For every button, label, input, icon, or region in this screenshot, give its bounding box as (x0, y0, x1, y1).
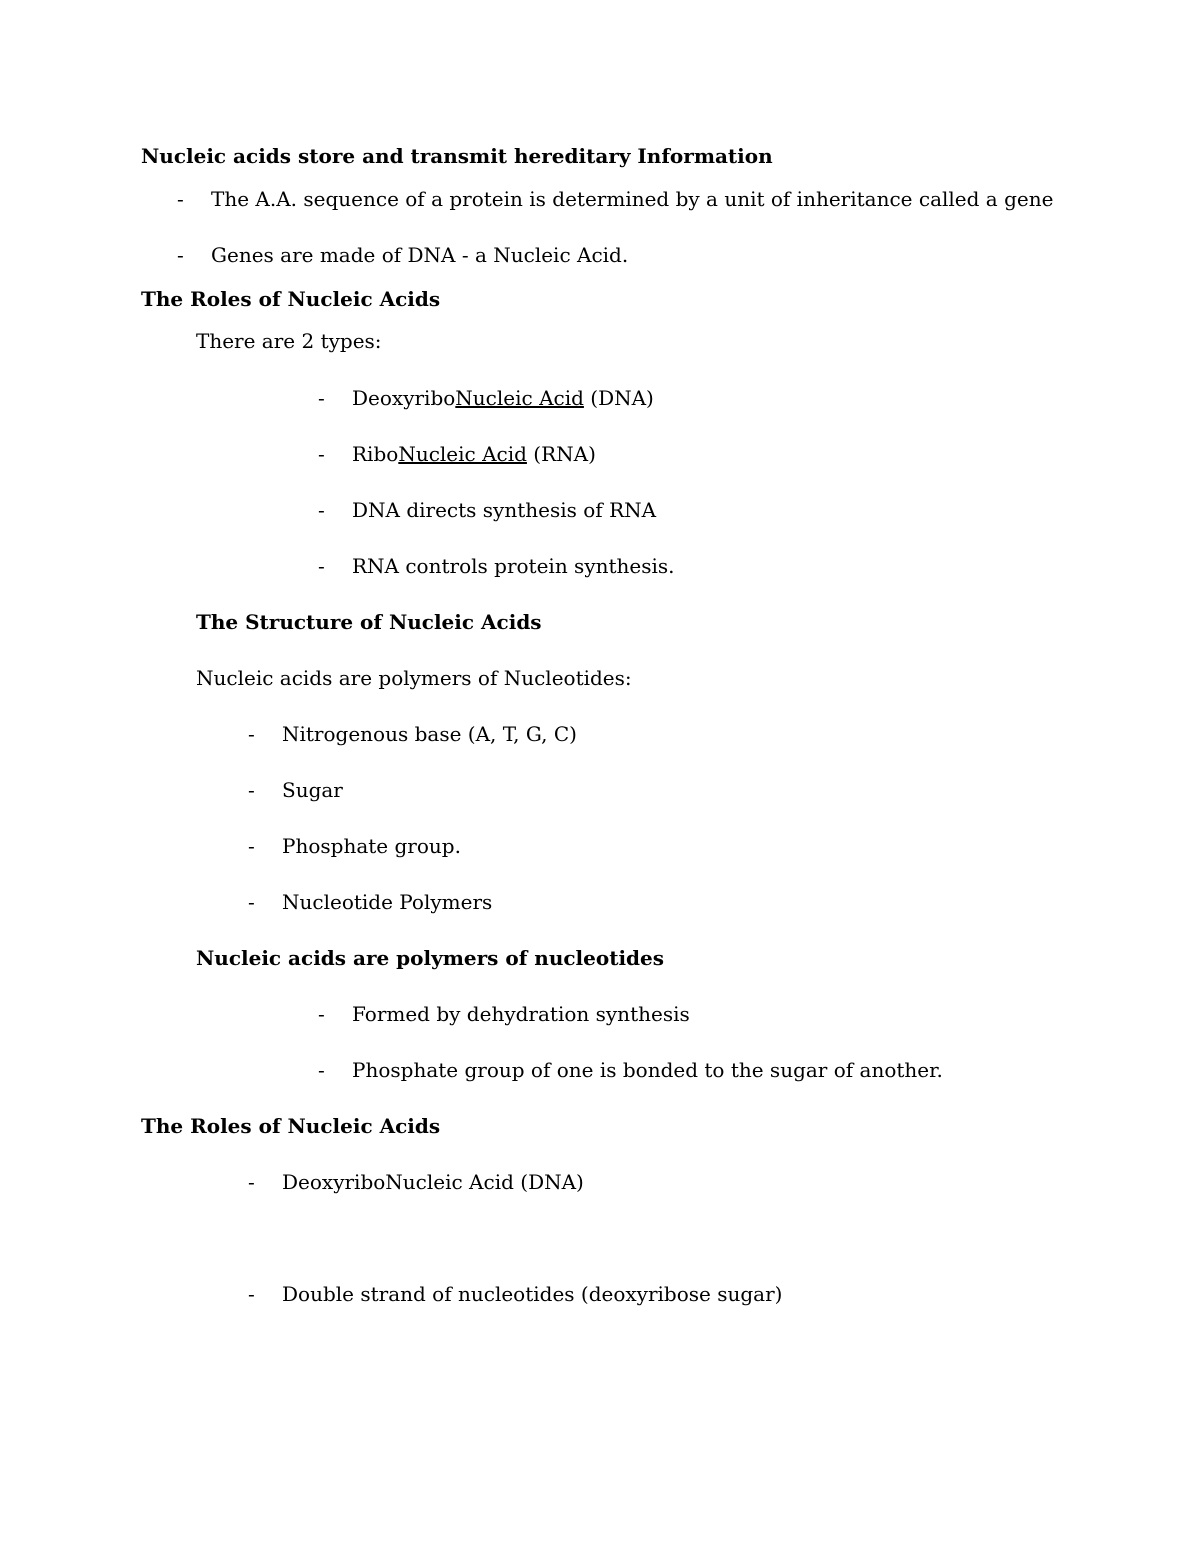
bullet-text: Nitrogenous base (A, T, G, C) (282, 722, 577, 746)
bullet-text: RNA controls protein synthesis. (352, 554, 675, 578)
bullet-dash: - (318, 386, 325, 410)
section-heading: Nucleic acids store and transmit hereditary Information (141, 144, 773, 168)
bullet-dash: - (318, 554, 325, 578)
bullet-text: The A.A. sequence of a protein is determined by a unit of inheritance called a gene (211, 187, 1054, 211)
bullet-text: Double strand of nucleotides (deoxyribose sugar) (282, 1282, 783, 1306)
bullet-text (352, 442, 596, 466)
bullet-text: Phosphate group. (282, 834, 461, 858)
underlined-text: Nucleic Acid (398, 442, 527, 466)
paragraph-text: There are 2 types: (196, 329, 382, 353)
bullet-dash: - (318, 1058, 325, 1082)
bullet-text: Genes are made of DNA - a Nucleic Acid. (211, 243, 629, 267)
bullet-text: DeoxyriboNucleic Acid (DNA) (282, 1170, 584, 1194)
bullet-text: DNA directs synthesis of RNA (352, 498, 657, 522)
bullet-text: Sugar (282, 778, 343, 802)
text-suffix: (RNA) (526, 442, 596, 466)
bullet-dash: - (248, 778, 255, 802)
bullet-dash: - (248, 722, 255, 746)
bullet-text: Phosphate group of one is bonded to the sugar of another. (352, 1058, 943, 1082)
section-heading: Nucleic acids are polymers of nucleotides (196, 946, 665, 970)
bullet-dash: - (318, 498, 325, 522)
text-prefix: Deoxyribo (352, 386, 456, 410)
bullet-dash: - (248, 834, 255, 858)
bullet-text: Formed by dehydration synthesis (352, 1002, 690, 1026)
text-prefix: Ribo (352, 442, 399, 466)
section-heading: The Roles of Nucleic Acids (141, 1114, 441, 1138)
bullet-dash: - (177, 187, 184, 211)
section-heading: The Roles of Nucleic Acids (141, 287, 441, 311)
bullet-dash: - (248, 1170, 255, 1194)
text-suffix: (DNA) (583, 386, 654, 410)
bullet-dash: - (318, 1002, 325, 1026)
bullet-dash: - (248, 1282, 255, 1306)
section-heading: The Structure of Nucleic Acids (196, 610, 542, 634)
underlined-text: Nucleic Acid (455, 386, 584, 410)
bullet-text (352, 386, 654, 410)
bullet-dash: - (248, 890, 255, 914)
bullet-dash: - (177, 243, 184, 267)
bullet-dash: - (318, 442, 325, 466)
bullet-text: Nucleotide Polymers (282, 890, 493, 914)
paragraph-text: Nucleic acids are polymers of Nucleotides: (196, 666, 632, 690)
